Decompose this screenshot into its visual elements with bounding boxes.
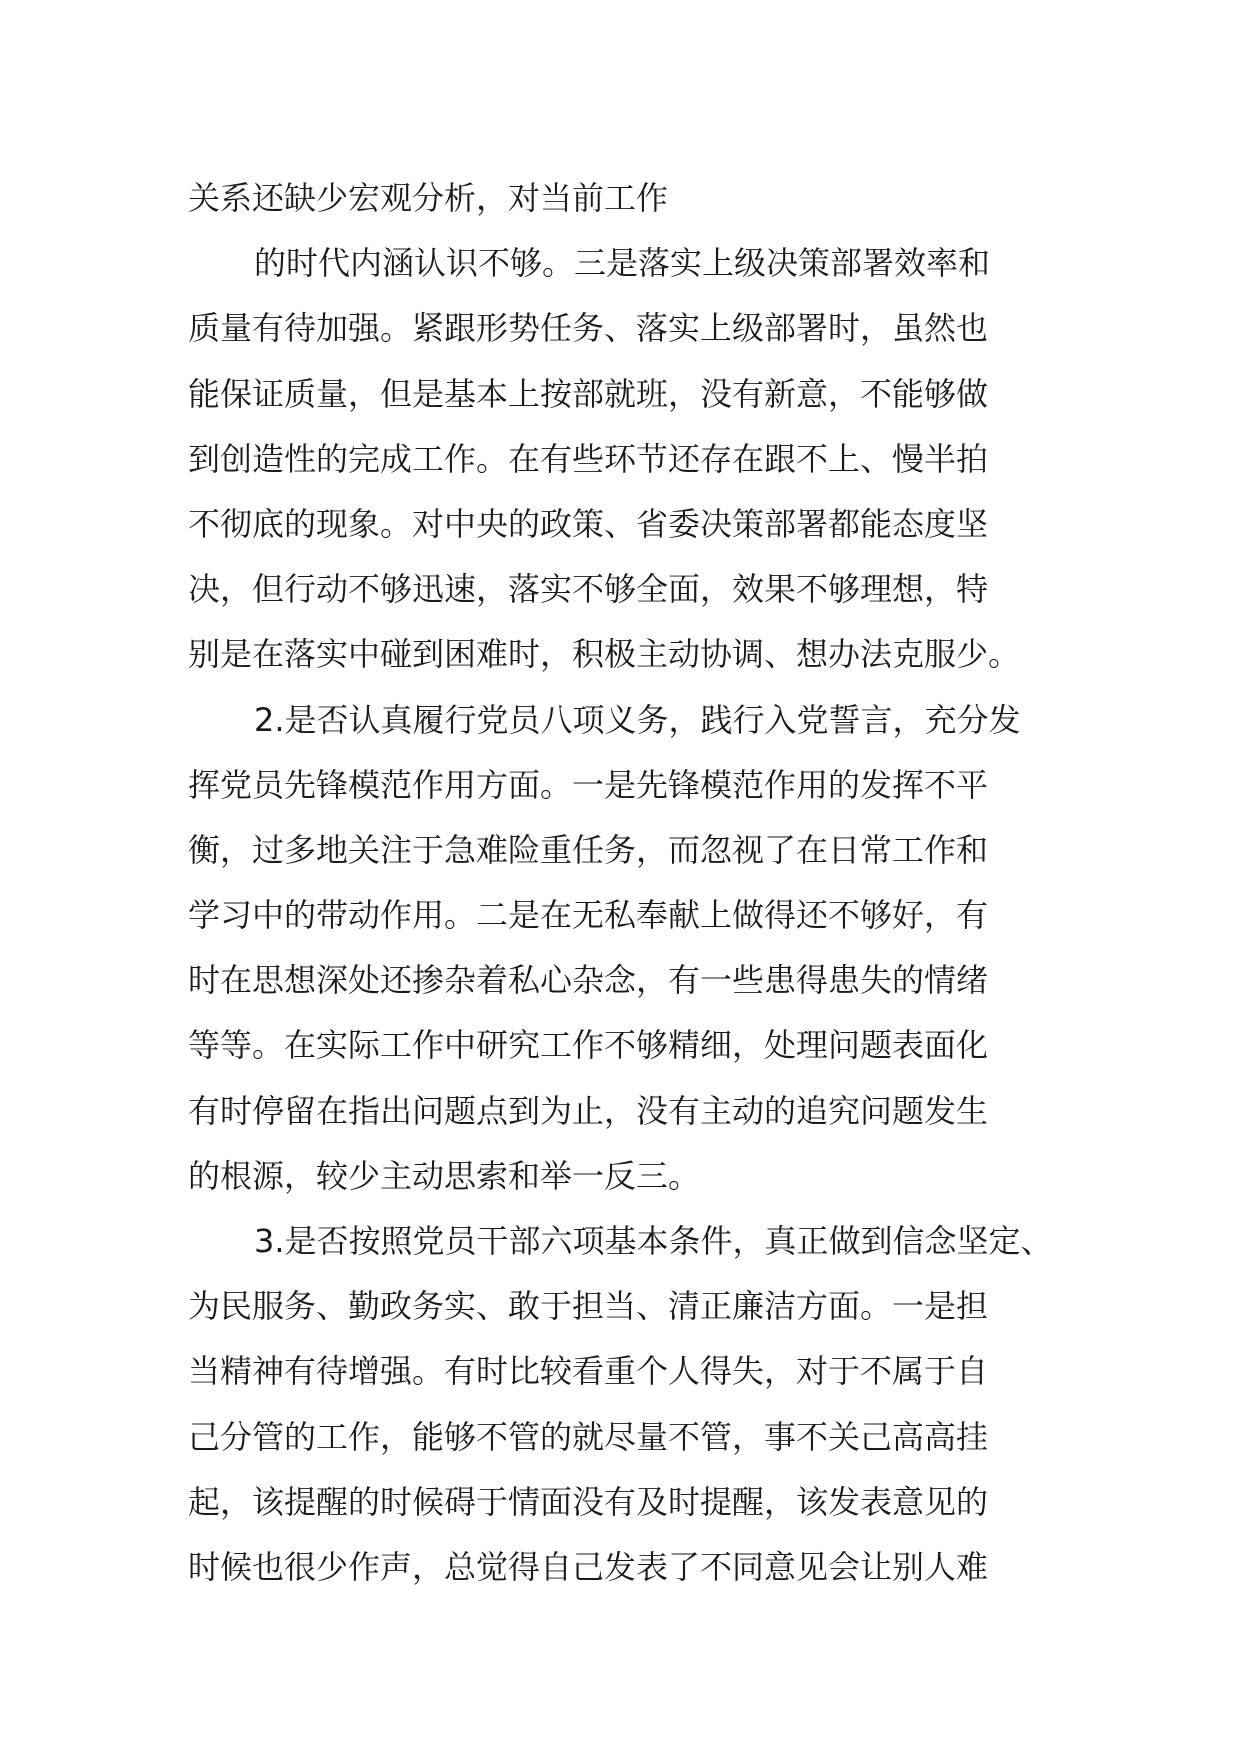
text-line: 学习中的带动作用。二是在无私奉献上做得还不够好，有: [188, 896, 989, 935]
text-line: 2.是否认真履行党员八项义务，践行入党誓言，充分发: [254, 700, 1021, 739]
text-line: 到创造性的完成工作。在有些环节还存在跟不上、慢半拍: [188, 439, 989, 478]
text-line: 衡，过多地关注于急难险重任务，而忽视了在日常工作和: [188, 830, 989, 869]
text-line: 质量有待加强。紧跟形势任务、落实上级部署时，虽然也: [188, 309, 989, 348]
text-line: 能保证质量，但是基本上按部就班，没有新意，不能够做: [188, 374, 989, 413]
text-line: 为民服务、勤政务实、敢于担当、清正廉洁方面。一是担: [188, 1287, 989, 1326]
text-line: 时在思想深处还掺杂着私心杂念，有一些患得患失的情绪: [188, 961, 989, 1000]
text-line: 别是在落实中碰到困难时，积极主动协调、想办法克服少。: [188, 635, 1021, 674]
text-line: 有时停留在指出问题点到为止，没有主动的追究问题发生: [188, 1091, 989, 1130]
text-line: 挥党员先锋模范作用方面。一是先锋模范作用的发挥不平: [188, 765, 989, 804]
text-line: 不彻底的现象。对中央的政策、省委决策部署都能态度坚: [188, 504, 989, 543]
text-line: 时候也很少作声，总觉得自己发表了不同意见会让别人难: [188, 1547, 989, 1586]
text-line: 决，但行动不够迅速，落实不够全面，效果不够理想，特: [188, 570, 989, 609]
text-line: 等等。在实际工作中研究工作不够精细，处理问题表面化: [188, 1026, 989, 1065]
text-line: 的根源，较少主动思索和举一反三。: [188, 1156, 701, 1195]
text-line: 关系还缺少宏观分析，对当前工作: [188, 179, 669, 217]
text-line: 3.是否按照党员干部六项基本条件，真正做到信念坚定、: [254, 1222, 1053, 1260]
document-body: [188, 166, 1068, 1600]
text-line: 起，该提醒的时候碍于情面没有及时提醒，该发表意见的: [188, 1482, 989, 1521]
text-line: 当精神有待增强。有时比较看重个人得失，对于不属于自: [188, 1352, 989, 1391]
text-line: 己分管的工作，能够不管的就尽量不管，事不关己高高挂: [188, 1417, 989, 1456]
text-line: 的时代内涵认识不够。三是落实上级决策部署效率和: [254, 244, 991, 283]
